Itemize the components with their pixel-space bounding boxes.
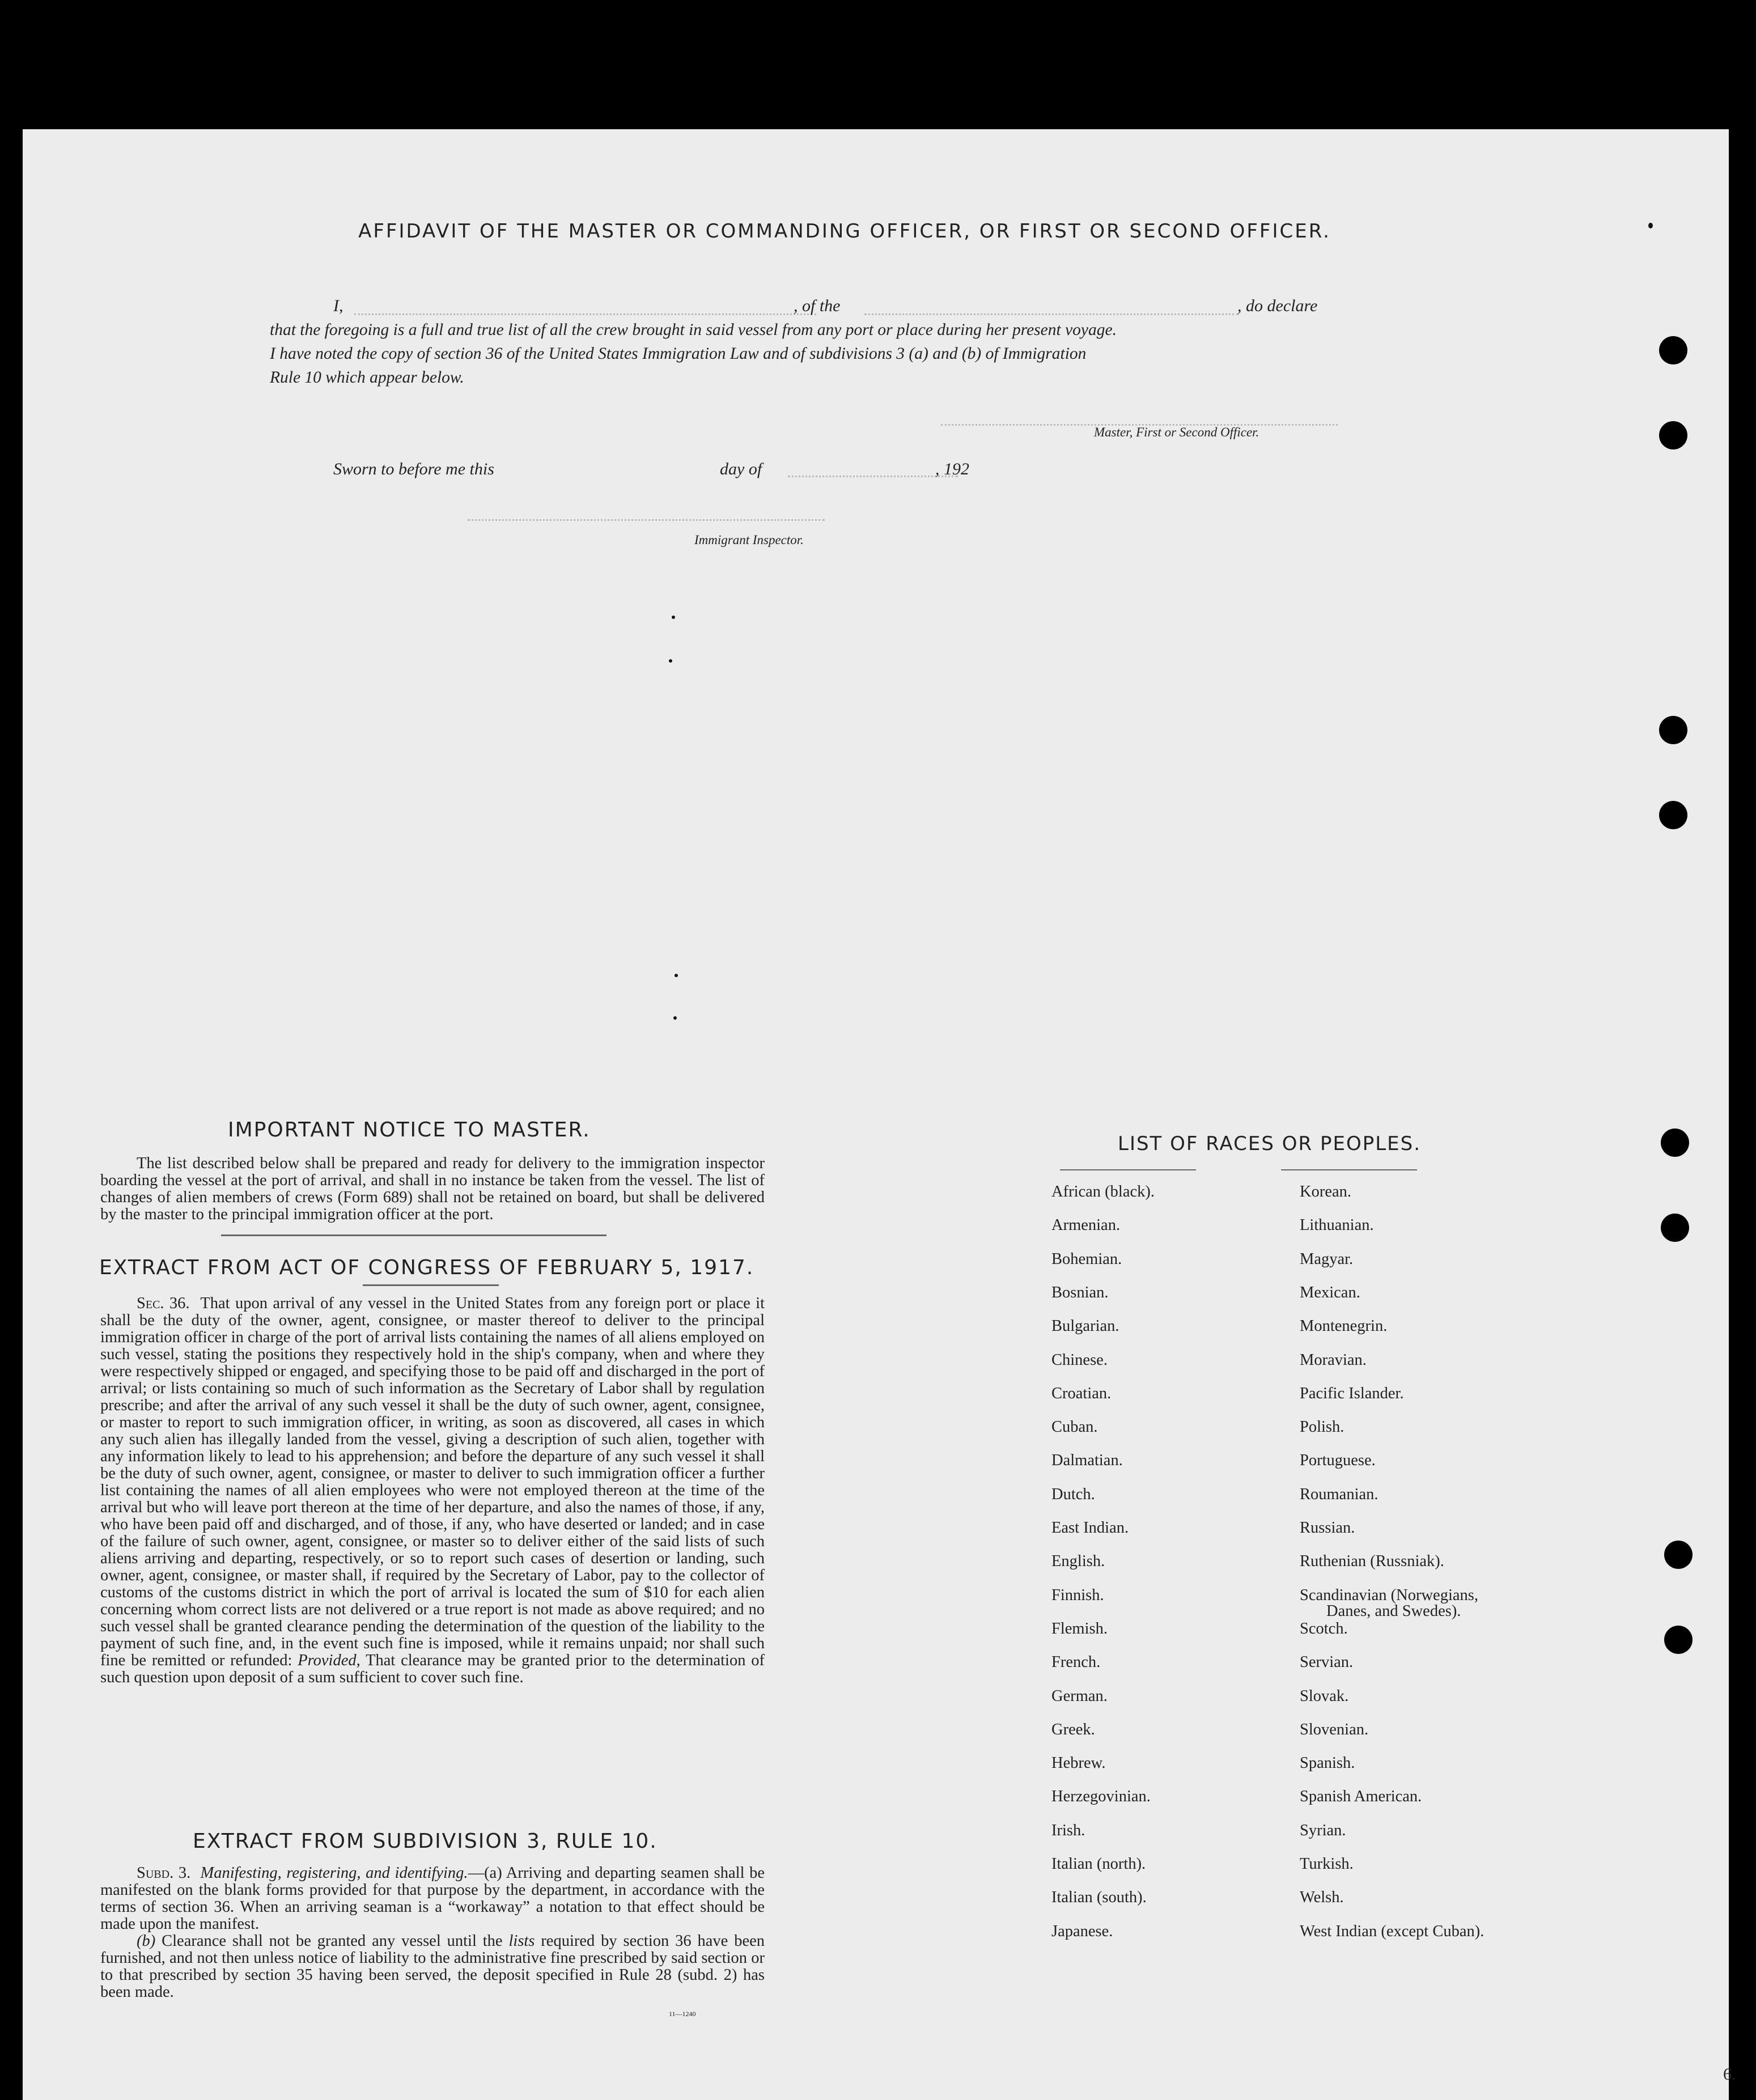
speck [669,659,672,663]
race-item: African (black). [1051,1183,1155,1200]
race-item: Italian (north). [1051,1855,1146,1873]
race-item: Spanish American. [1300,1788,1422,1806]
race-item: Bohemian. [1051,1250,1122,1268]
speck [673,1016,677,1020]
act-extract-text: Sec. 36. That upon arrival of any vessel in the United States from any foreign port or place it shall be the duty of the owner, agent, consignee, or master thereof to deliver to the principal immigration officer in charge of the port of arrival lists containing the names of all aliens employed on such vessel, stating the positions they respectively hold in the ship's company, when and where they were respectively shipped or engaged, and specifying those to be paid off and discharged in the port of arrival; or lists containing so much of such information as the Secretary of Labor shall by regulation prescribe; and after the arrival of any such vessel it shall be the duty of such owner, agent, consignee, or master to report to such immigration officer, in writing, as soon as discovered, all cases in which any such alien has illegally landed from the vessel, giving a description of such alien, together with any information likely to lead to his apprehension; and before the departure of any such vessel it shall be the duty of such owner, agent, consignee, or master to deliver to such immigration officer a further list containing the names of all alien employees who were not employed thereon at the time of the arrival but who will leave port thereon at the time of her departure, and also the names of those, if any, who have been paid off and discharged, and of those, if any, who have deserted or landed; and in case of the failure of such owner, agent, consignee, or master so to deliver either of the said lists of such aliens arriving and departing, respectively, or so to report such cases of desertion or landing, such owner, agent, consignee, or master shall, if required by the Secretary of Labor, pay to the collector of customs of the customs district in which the port of arrival is located the sum of $10 for each alien concerning whom correct lists are not delivered or a true report is not made as above required; and no such vessel shall be granted clearance pending the determination of the question of the liability to the payment of such fine, and, in the event such fine is imposed, while it remains unpaid; nor shall such fine be remitted or refunded: Provided, That clearance may be granted prior to the determination of such question upon deposit of a sum sufficient to cover such fine. [100,1295,765,1686]
speck [1648,223,1653,228]
punch-hole [1659,336,1687,364]
rule-extract-title: EXTRACT FROM SUBDIVISION 3, RULE 10. [193,1830,658,1853]
race-item: Scandinavian (Norwegians, [1300,1586,1478,1604]
race-item: Montenegrin. [1300,1317,1388,1335]
race-item: Bulgarian. [1051,1317,1119,1335]
name-blank-line [354,313,816,315]
affidavit-do-declare: , do declare [1237,296,1318,315]
race-item: Portuguese. [1300,1452,1376,1470]
year-prefix: , 192 [935,460,969,478]
races-rule [1281,1169,1417,1170]
race-item: Dutch. [1051,1485,1095,1503]
inspector-signature-line [468,519,825,521]
race-item: Finnish. [1051,1586,1104,1604]
punch-hole [1664,1541,1693,1569]
races-title: LIST OF RACES OR PEOPLES. [1118,1132,1422,1155]
race-item: Italian (south). [1051,1889,1147,1907]
affidavit-line-2: that the foregoing is a full and true list of all the crew brought in said vessel from any port or place during her present voyage. [270,321,1117,339]
affidavit-title: AFFIDAVIT OF THE MASTER OR COMMANDING OFFICER, OR FIRST OR SECOND OFFICER. [358,220,1331,243]
speck [672,616,675,619]
sworn-text: Sworn to before me this [333,460,494,478]
act-extract-title: EXTRACT FROM ACT OF CONGRESS OF FEBRUARY 5, 1917. [99,1256,754,1279]
vessel-blank-line [864,313,1238,315]
form-code: 11—1240 [669,2010,696,2018]
day-of-text: day of [720,460,762,478]
race-item: Irish. [1051,1821,1085,1839]
inspector-label: Immigrant Inspector. [694,533,804,547]
race-item: English. [1051,1552,1105,1571]
race-item: Bosnian. [1051,1283,1109,1301]
race-item: Armenian. [1051,1216,1121,1234]
punch-hole [1661,1129,1689,1157]
affidavit-line-4: Rule 10 which appear below. [270,368,464,387]
race-item: Cuban. [1051,1418,1098,1436]
race-item: Slovak. [1300,1687,1349,1705]
race-item: West Indian (except Cuban). [1300,1922,1484,1940]
month-blank-line [788,476,958,477]
punch-hole [1659,421,1687,449]
race-item: Turkish. [1300,1855,1354,1873]
race-item: Korean. [1300,1183,1351,1200]
race-item: Roumanian. [1300,1485,1378,1503]
race-item-continuation: Danes, and Swedes). [1326,1602,1461,1620]
margin-note: 6. [1723,2065,1736,2084]
speck [675,974,678,977]
punch-hole [1664,1626,1693,1654]
races-rule [1060,1169,1196,1170]
race-item: Chinese. [1051,1351,1108,1369]
race-item: Mexican. [1300,1283,1360,1301]
race-item: Slovenian. [1300,1720,1369,1738]
race-item: Dalmatian. [1051,1452,1123,1470]
race-item: Moravian. [1300,1351,1367,1369]
notice-text: The list described below shall be prepared and ready for delivery to the immigration inspector boarding the vessel at the port of arrival, and shall in no instance be taken from the vessel. The list of changes of alien members of crews (Form 689) shall not be retained on board, but shall be delivered by the master to the principal immigration officer at the port. [100,1155,765,1223]
race-item: Magyar. [1300,1250,1354,1268]
punch-hole [1659,716,1687,744]
race-item: Flemish. [1051,1619,1108,1637]
race-item: Japanese. [1051,1922,1113,1940]
punch-hole [1661,1214,1689,1242]
race-item: German. [1051,1687,1108,1705]
race-item: Spanish. [1300,1754,1355,1772]
section-rule [221,1234,606,1236]
race-item: Welsh. [1300,1889,1344,1907]
race-item: Russian. [1300,1519,1355,1537]
rule-extract-text: Subd. 3. Manifesting, registering, and identifying.—(a) Arriving and departing seamen shall be manifested on the blank forms provided for that purpose by the department, in accordance with the terms of section 36. When an arriving seaman is a “workaway” a notation to that effect should be made upon the manifest. (b) Clearance shall not be granted any vessel until the lists required by section 36 have been furnished, and not then unless notice of liability to the administrative fine prescribed by said section or to that prescribed by section 35 having been served, the deposit specified in Rule 28 (subd. 2) has been made. [100,1864,765,2001]
affidavit-of-the: , of the [794,296,841,315]
race-item: Herzegovinian. [1051,1788,1151,1806]
race-item: Hebrew. [1051,1754,1106,1772]
manifest-back-page [23,129,1736,2100]
affidavit-i: I, [333,296,343,315]
race-item: Croatian. [1051,1384,1112,1402]
race-item: Syrian. [1300,1821,1346,1839]
race-item: Greek. [1051,1720,1095,1738]
race-item: Ruthenian (Russniak). [1300,1552,1444,1571]
race-item: Polish. [1300,1418,1344,1436]
race-item: East Indian. [1051,1519,1129,1537]
race-item: Servian. [1300,1653,1354,1671]
affidavit-line-3: I have noted the copy of section 36 of the United States Immigration Law and of subdivisions 3 (a) and (b) of Immigration [270,345,1087,363]
section-rule [363,1284,499,1286]
punch-hole [1659,801,1687,829]
section-label: Sec. 36. [137,1295,190,1312]
notice-title: IMPORTANT NOTICE TO MASTER. [228,1118,591,1142]
race-item: Lithuanian. [1300,1216,1374,1234]
race-item: French. [1051,1653,1101,1671]
race-item: Scotch. [1300,1619,1348,1637]
master-signature-label: Master, First or Second Officer. [1094,425,1259,439]
race-item: Pacific Islander. [1300,1384,1404,1402]
